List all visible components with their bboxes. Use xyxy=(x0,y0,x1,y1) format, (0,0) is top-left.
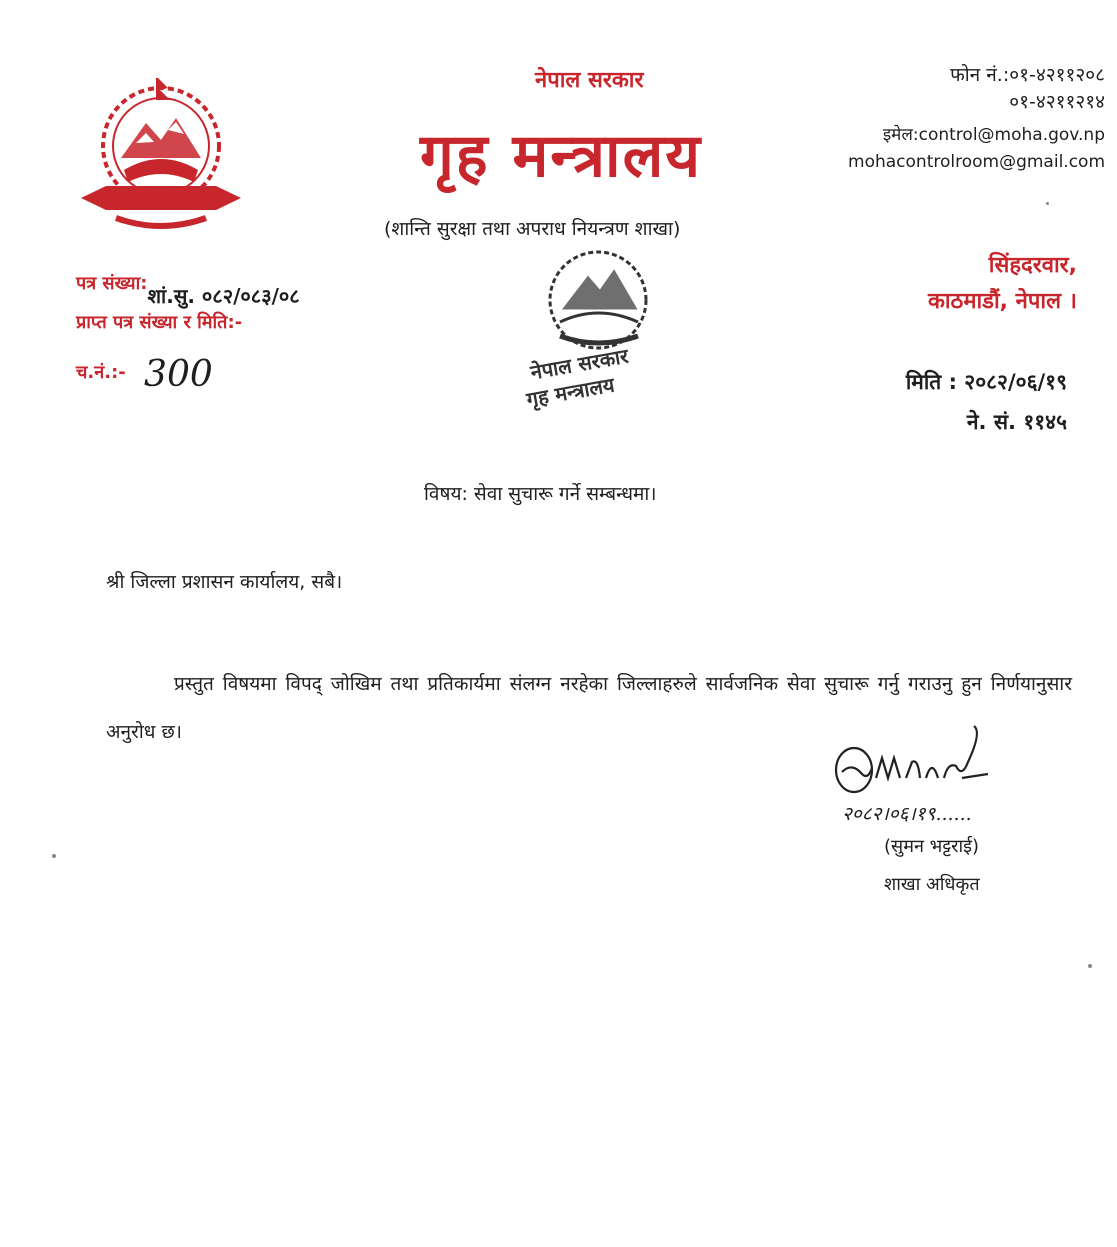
dispatch-number-value: 300 xyxy=(144,354,213,395)
government-heading: नेपाल सरकार xyxy=(535,68,644,93)
email-2[interactable]: mohacontrolroom@gmail.com xyxy=(848,152,1105,172)
letter-number-value: शां.सु. ०८२/०८३/०८ xyxy=(147,284,300,308)
office-address xyxy=(928,248,1077,320)
office-stamp xyxy=(520,240,700,420)
scan-speck xyxy=(1046,202,1049,205)
scan-speck xyxy=(1088,964,1092,968)
date-label: मिति : xyxy=(905,370,965,394)
address-line-2: काठमाडौं, नेपाल । xyxy=(927,289,1077,314)
stamp-text-1: नेपाल सरकार xyxy=(528,343,631,385)
nepal-emblem-logo xyxy=(76,78,246,238)
section-name: (शान्ति सुरक्षा तथा अपराध नियन्त्रण शाखा) xyxy=(384,218,681,240)
signatory-designation: शाखा अधिकृत xyxy=(884,874,980,895)
scan-speck xyxy=(52,854,56,858)
signature-date: २०८२।०६।१९...... xyxy=(842,803,972,825)
letter-number-label: पत्र संख्या: xyxy=(76,273,148,294)
ministry-title: गृह मन्त्रालय xyxy=(420,121,703,191)
phone-label: फोन नं.: xyxy=(950,64,1010,86)
dispatch-number-label: च.नं.:- xyxy=(76,362,126,383)
signatory-name: (सुमन भट्टराई) xyxy=(884,836,980,857)
received-letter-row: प्राप्त पत्र संख्या र मिति:- xyxy=(76,312,243,333)
date-value: २०८२/०६/१९ xyxy=(964,370,1067,394)
letter-number-row xyxy=(76,268,300,308)
phone-number-2: ०१-४२११२१४ xyxy=(1009,91,1105,113)
addressee: श्री जिल्ला प्रशासन कार्यालय, सबै। xyxy=(106,571,343,593)
handwritten-signature xyxy=(832,722,1002,802)
date-block xyxy=(906,362,1067,442)
subject-line: विषय: सेवा सुचारू गर्ने सम्बन्धमा। xyxy=(424,483,657,505)
letter-body: प्रस्तुत विषयमा विपद् जोखिम तथा प्रतिकार्यमा संलग्न नरहेका जिल्लाहरुले सार्वजनिक सेवा सुचारू गर्नु गराउनु हुन निर्णयानुसार अनुरोध छ। xyxy=(106,673,1072,743)
address-line-1: सिंहदरवार, xyxy=(988,253,1077,278)
phone-number-1: ०१-४२११२०८ xyxy=(1009,64,1105,86)
nepal-sambat-date: ने. सं. ११४५ xyxy=(966,410,1067,434)
stamp-text-2: गृह मन्त्रालय xyxy=(524,372,617,412)
email-1[interactable]: control@moha.gov.np xyxy=(918,125,1105,145)
dispatch-number-row xyxy=(76,346,213,395)
contact-block xyxy=(848,62,1105,176)
email-label: इमेल: xyxy=(882,125,919,145)
